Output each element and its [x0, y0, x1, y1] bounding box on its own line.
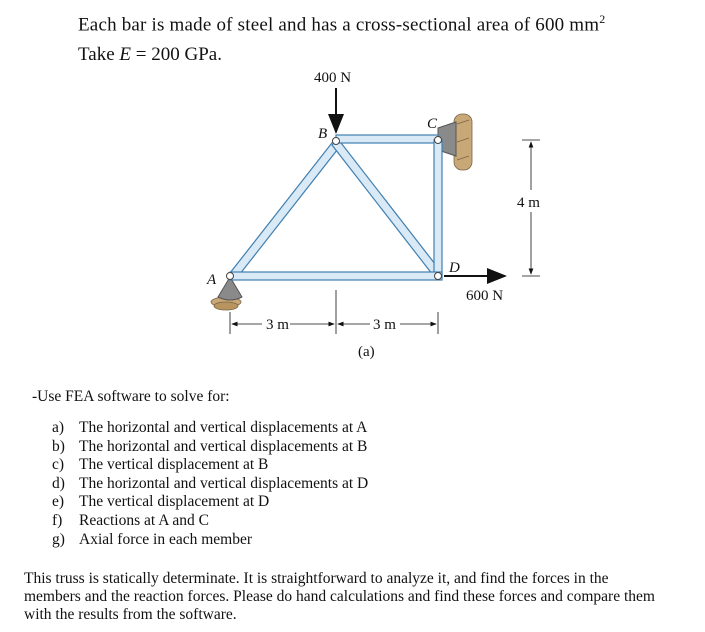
note-paragraph: This truss is statically determinate. It is straightforward to analyze it, and find the forces in the members and the reaction forces. Please do hand calculations and find these forces and compare them with the results from the software. — [24, 570, 655, 624]
list-item — [52, 419, 368, 438]
joint-a — [227, 273, 234, 280]
load-label-top: 400 N — [314, 70, 352, 86]
list-marker: a) — [52, 419, 65, 436]
list-item — [52, 531, 368, 550]
list-marker: e) — [52, 493, 65, 511]
member-ad — [230, 272, 442, 280]
list-item — [52, 475, 368, 494]
list-marker: d) — [52, 474, 65, 492]
list-marker: b) — [52, 437, 65, 455]
joint-d — [435, 273, 442, 280]
list-item — [52, 512, 368, 531]
member-bd — [332, 139, 442, 279]
node-label-c: C — [427, 116, 438, 132]
statement-text: Each bar is made of steel and has a cross-sectional area of 600 mm — [78, 14, 600, 36]
load-label-right: 600 N — [466, 288, 504, 304]
list-text: Axial force in each member — [79, 530, 252, 548]
list-marker: c) — [52, 456, 65, 474]
wall-c — [454, 114, 472, 170]
member-cd — [434, 140, 442, 277]
statement-superscript: 2 — [599, 12, 606, 26]
task-list — [52, 419, 368, 549]
node-label-b: B — [318, 126, 328, 142]
member-ab — [230, 139, 341, 279]
dim-label-left: 3 m — [266, 317, 289, 333]
list-marker: g) — [52, 530, 65, 548]
list-marker: f) — [52, 511, 63, 529]
problem-statement — [78, 12, 605, 36]
figure-caption: (a) — [358, 344, 375, 360]
list-text: Reactions at A and C — [79, 511, 210, 529]
node-label-a: A — [207, 272, 217, 288]
list-text: The horizontal and vertical displacements at D — [79, 474, 369, 492]
modulus-prefix: Take — [78, 44, 120, 65]
joint-c — [435, 137, 442, 144]
list-item — [52, 493, 368, 512]
dimension-width — [230, 290, 438, 334]
truss-figure — [190, 62, 580, 372]
list-item — [52, 438, 368, 457]
list-text: The vertical displacement at B — [79, 456, 269, 474]
list-text: The horizontal and vertical displacements at B — [79, 437, 368, 455]
joint-b — [333, 138, 340, 145]
modulus-variable: E — [119, 44, 132, 65]
dim-label-right: 3 m — [373, 317, 396, 333]
dim-label-height: 4 m — [517, 195, 540, 211]
list-text: The horizontal and vertical displacements at A — [79, 419, 368, 436]
modulus-value: = 200 GPa. — [131, 44, 222, 65]
list-text: The vertical displacement at D — [79, 493, 270, 511]
task-intro: -Use FEA software to solve for: — [32, 388, 230, 405]
list-item — [52, 456, 368, 475]
node-label-d: D — [449, 260, 460, 276]
member-bc — [336, 135, 438, 143]
